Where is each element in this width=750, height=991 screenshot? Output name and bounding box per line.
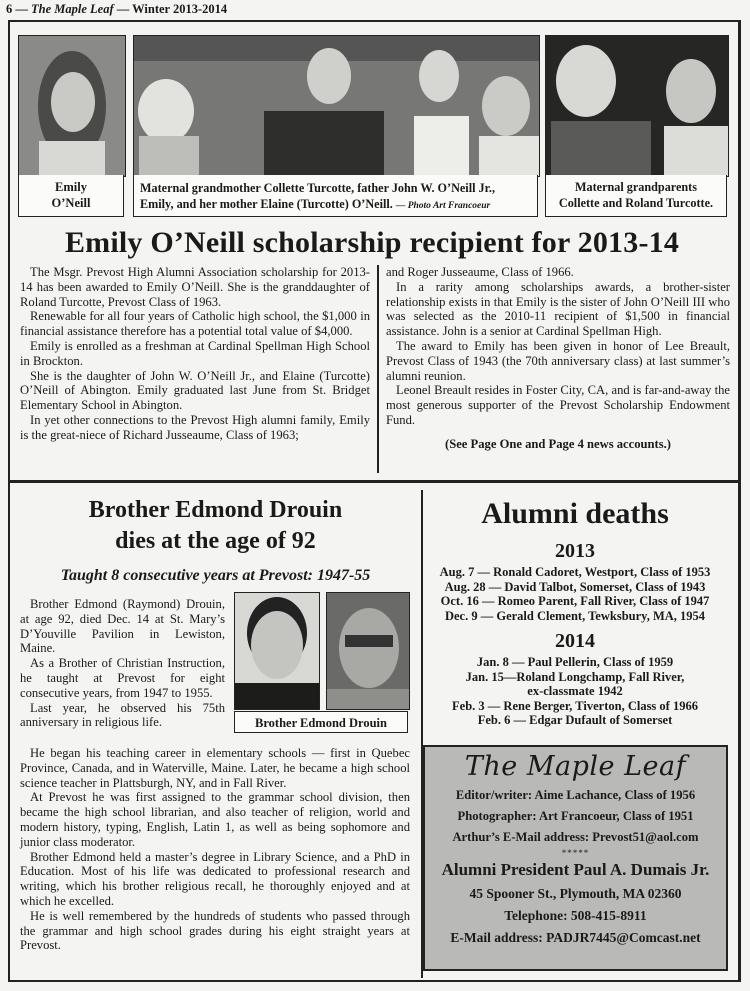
scholarship-column-left [20, 265, 370, 443]
article-paragraph: The Msgr. Prevost High Alumni Association scholarship for 2013-14 has been awarded to Emily O’Neill. She is the granddaughter of Roland Turcotte, Prevost Class of 1963. [20, 265, 370, 309]
article-paragraph: She is the daughter of John W. O’Neill Jr., and Elaine (Turcotte) O’Neill of Abington. Emily graduated last June from St. Bridget Elementary School in Abington. [20, 368, 370, 413]
caption-line: Collette and Roland Turcotte. [558, 196, 714, 210]
deaths-year-2014: 2014 [555, 630, 595, 652]
death-entry: ex-classmate 1942 [527, 684, 623, 699]
masthead-logo: The Maple Leaf [464, 751, 687, 782]
deaths-year-2013: 2013 [555, 540, 595, 562]
article-paragraph: He began his teaching career in elementary schools — first in Quebec Province, Canada, and in Waterville, Maine. Later, he became a high school science teacher in Plattsburgh, NY, and in Fall River. [20, 746, 410, 790]
article-paragraph: As a Brother of Christian Instruction, he taught at Prevost for eight consecutive years, from 1947 to 1955. [20, 656, 225, 700]
photo-grandparents [545, 35, 729, 177]
photographer-credit: Photographer: Art Francoeur, Class of 1951 [457, 809, 694, 823]
article-paragraph: and Roger Jusseaume, Class of 1966. [386, 265, 574, 279]
article-paragraph: Emily is enrolled as a freshman at Cardinal Spellman High School in Brockton. [20, 338, 370, 368]
caption-grandparents [545, 175, 727, 217]
article-paragraph: The award to Emily has been given in honor of Lee Breault, Prevost Class of 1943 (the 70th anniversary class) at last summer’s alumni reunion. [386, 338, 730, 383]
see-also-note: (See Page One and Page 4 news accounts.) [445, 436, 671, 451]
article-paragraph: Brother Edmond (Raymond) Drouin, at age 92, died Dec. 14 at St. Mary’s D’Youville Pavilion in Lewiston, Maine. [20, 597, 225, 656]
death-entry: Feb. 6 — Edgar Dufault of Somerset [477, 713, 673, 728]
photo-credit: — Photo Art Francoeur [395, 201, 491, 211]
section-divider [8, 480, 739, 483]
photo-family [133, 35, 540, 177]
scholarship-headline: Emily O’Neill scholarship recipient for 2013-14 [64, 226, 680, 259]
portrait-image [327, 593, 409, 709]
masthead-box [423, 745, 728, 971]
president-address: 45 Spooner St., Plymouth, MA 02360 [469, 886, 682, 901]
photo-emily [18, 35, 126, 177]
caption-text: Emily, and her mother Elaine (Turcotte) O’Neill. [140, 197, 393, 211]
death-entry: Aug. 28 — David Talbot, Somerset, Class of 1943 [444, 579, 706, 594]
death-entry: Feb. 3 — Rene Berger, Tiverton, Class of 1966 [452, 698, 698, 713]
obituary-body [20, 746, 410, 953]
drouin-photo-caption: Brother Edmond Drouin [234, 711, 408, 733]
deaths-list-2014 [425, 655, 725, 728]
photographer-email: Arthur’s E-Mail address: Prevost51@aol.com [452, 830, 699, 844]
publication-name: The Maple Leaf [31, 2, 114, 16]
article-paragraph: He is well remembered by the hundreds of students who passed through the grammar and high school grades during his eight straight years at Prevost. [20, 908, 410, 953]
column-divider [377, 265, 379, 473]
scholarship-column-right [386, 265, 730, 452]
death-entry: Aug. 7 — Ronald Cadoret, Westport, Class of 1953 [439, 565, 711, 579]
article-paragraph: Renewable for all four years of Catholic high school, the $1,000 in financial assistance therefore has a potential total value of $4,000. [20, 309, 370, 339]
photo-drouin-recent [326, 592, 410, 710]
death-entry: Jan. 8 — Paul Pellerin, Class of 1959 [476, 655, 674, 669]
article-paragraph: Last year, he observed his 75th anniversary in religious life. [20, 700, 225, 730]
separator: ***** [561, 848, 590, 858]
caption-line: Emily [55, 180, 87, 194]
deaths-list-2013 [425, 565, 725, 623]
article-paragraph: Brother Edmond held a master’s degree in Library Science, and a PhD in Education. Most of his life was dedicated to professional research and writing, which his brother religious recall, he thoroughly enjoyed and at which he excelled. [20, 849, 410, 908]
obituary-deck: Taught 8 consecutive years at Prevost: 1947-55 [60, 567, 371, 584]
president-telephone: Telephone: 508-415-8911 [504, 908, 647, 923]
family-image [134, 36, 539, 176]
president-email: E-Mail address: PADJR7445@Comcast.net [450, 930, 701, 945]
death-entry: Dec. 9 — Gerald Clement, Tewksbury, MA, 1954 [444, 608, 706, 623]
article-paragraph: In a rarity among scholarships awards, a brother-sister relationship exists in that Emily is the sister of John O’Neill III who was selected as the 2010-11 recipient of $1,500 in financial assistance. John is a senior at Cardinal Spellman High. [386, 279, 730, 339]
article-paragraph: At Prevost he was first assigned to the grammar school division, then became the high school librarian, and also teacher of religion, world and modern history, typing, English, Latin 1, as well as being sophomore and junior class moderator. [20, 790, 410, 849]
article-paragraph: In yet other connections to the Prevost High alumni family, Emily is the great-niece of Richard Jusseaume, Class of 1963; [20, 412, 370, 442]
article-paragraph: Leonel Breault resides in Foster City, CA, and is far-and-away the most generous supporter of the Prevost Scholarship Endowment Fund. [386, 383, 730, 427]
president-name: Alumni President Paul A. Dumais Jr. [441, 860, 710, 879]
portrait-image [235, 593, 319, 709]
obituary-wrapped-text [20, 597, 225, 730]
page-folio [6, 2, 227, 17]
obituary-headline [18, 495, 413, 557]
death-entry: Oct. 16 — Romeo Parent, Fall River, Class of 1947 [440, 594, 710, 609]
photo-drouin-young [234, 592, 320, 710]
issue-date: — Winter 2013-2014 [116, 2, 228, 16]
caption-line: O’Neill [51, 196, 91, 210]
caption-emily [18, 175, 124, 217]
page-number: 6 — [6, 2, 28, 16]
caption-line [140, 196, 531, 214]
death-entry: Jan. 15—Roland Longchamp, Fall River, [465, 669, 685, 684]
headline-line: Brother Edmond Drouin [88, 497, 343, 523]
portrait-image [19, 36, 125, 176]
headline-line: dies at the age of 92 [115, 528, 316, 554]
deaths-headline: Alumni deaths [481, 497, 669, 530]
editor-credit: Editor/writer: Aime Lachance, Class of 1956 [455, 788, 696, 802]
caption-line: Maternal grandmother Collette Turcotte, father John W. O’Neill Jr., [140, 181, 495, 195]
caption-family [133, 175, 538, 217]
caption-line: Maternal grandparents [575, 180, 697, 194]
grandparents-image [546, 36, 728, 176]
